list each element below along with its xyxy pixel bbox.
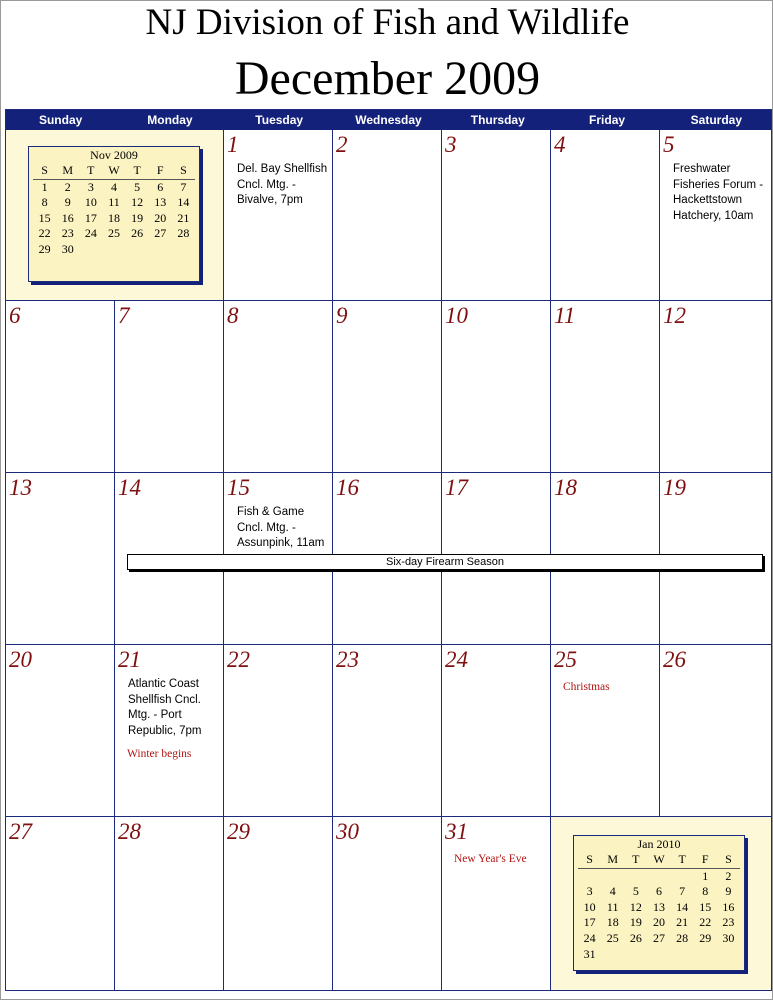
mini-calendar-day: 25 xyxy=(606,930,619,945)
range-event-bar[interactable]: Six-day Firearm Season xyxy=(127,554,763,570)
mini-calendar-day xyxy=(624,869,647,885)
day-cell[interactable] xyxy=(115,817,224,990)
day-cell[interactable] xyxy=(333,130,442,301)
day-number: 14 xyxy=(118,475,141,500)
mini-calendar-day xyxy=(671,869,694,885)
mini-calendar-day: 11 xyxy=(606,899,619,914)
mini-calendar-days xyxy=(578,869,740,963)
mini-calendar-day: 8 xyxy=(41,195,48,210)
calendar-grid xyxy=(5,109,772,991)
day-number: 5 xyxy=(663,132,675,157)
mini-calendar-day xyxy=(647,947,670,963)
weekday-wednesday: Wednesday xyxy=(355,113,422,127)
weekday-saturday: Saturday xyxy=(690,113,742,127)
mini-calendar-weekday: T xyxy=(133,163,141,177)
day-cell[interactable] xyxy=(442,130,551,301)
mini-calendar-weekday: S xyxy=(586,852,593,866)
mini-calendar-day: 4 xyxy=(110,179,117,194)
mini-calendar-weekday: S xyxy=(41,163,48,177)
mini-calendar-day: 30 xyxy=(61,241,74,256)
day-cell[interactable] xyxy=(442,817,551,990)
day-number: 6 xyxy=(9,303,21,328)
mini-calendar-day: 1 xyxy=(41,179,48,194)
day-number: 27 xyxy=(9,819,32,844)
day-cell[interactable] xyxy=(115,301,224,473)
mini-calendar-weekdays xyxy=(33,163,195,180)
mini-calendar-day: 26 xyxy=(131,226,144,241)
day-number: 25 xyxy=(554,647,577,672)
mini-calendar-day: 26 xyxy=(629,930,642,945)
mini-calendar-weekday: T xyxy=(632,852,640,866)
weekday-tuesday: Tuesday xyxy=(255,113,304,127)
mini-calendar-title: Jan 2010 xyxy=(637,837,681,851)
day-number: 24 xyxy=(445,647,468,672)
month-title: December 2009 xyxy=(234,52,541,105)
mini-calendar-day xyxy=(671,947,694,963)
mini-calendar-day xyxy=(601,869,624,885)
mini-calendar-day: 7 xyxy=(180,179,187,194)
calendar-event[interactable]: Del. Bay Shellfish Cncl. Mtg. - Bivalve, 7pm xyxy=(237,163,328,206)
mini-calendar-day: 31 xyxy=(583,946,596,961)
mini-calendar-day xyxy=(578,869,601,885)
mini-calendar-day: 17 xyxy=(84,210,97,225)
day-number: 29 xyxy=(227,819,250,844)
mini-calendar-day: 20 xyxy=(652,915,665,930)
organization-title: NJ Division of Fish and Wildlife xyxy=(145,2,630,43)
calendar-event[interactable]: Fish & Game Cncl. Mtg. - Assunpink, 11am xyxy=(237,506,325,549)
day-number: 23 xyxy=(336,647,359,672)
mini-calendar-day xyxy=(601,947,624,963)
mini-calendar-day: 22 xyxy=(38,226,51,241)
mini-calendar-next xyxy=(573,835,745,971)
day-number: 7 xyxy=(118,303,130,328)
day-number: 12 xyxy=(663,303,686,328)
day-cell[interactable] xyxy=(660,130,771,301)
day-cell[interactable] xyxy=(660,645,771,817)
mini-calendar-day: 19 xyxy=(131,210,144,225)
mini-calendar-prev xyxy=(28,146,200,282)
mini-calendar-day: 21 xyxy=(676,915,689,930)
mini-calendar-weekday: F xyxy=(701,852,709,866)
mini-calendar-day: 13 xyxy=(154,195,167,210)
mini-calendar-day: 25 xyxy=(107,226,120,241)
mini-calendar-day xyxy=(172,242,195,258)
day-cell[interactable] xyxy=(333,817,442,990)
day-number: 17 xyxy=(445,475,468,500)
mini-calendar-day: 7 xyxy=(679,884,686,899)
mini-calendar-day: 8 xyxy=(702,884,709,899)
mini-calendar-day: 10 xyxy=(84,195,97,210)
holiday-label: New Year's Eve xyxy=(454,853,527,865)
mini-calendar-weekday: M xyxy=(607,852,619,866)
day-number: 1 xyxy=(227,132,239,157)
mini-calendar-day: 27 xyxy=(652,930,665,945)
day-cell[interactable] xyxy=(6,473,115,645)
day-cell[interactable] xyxy=(224,301,333,473)
day-cell[interactable] xyxy=(6,301,115,473)
day-number: 15 xyxy=(227,475,250,500)
day-number: 2 xyxy=(336,132,348,157)
mini-calendar-day: 5 xyxy=(134,179,141,194)
mini-calendar-weekday: S xyxy=(725,852,732,866)
day-number: 8 xyxy=(227,303,239,328)
day-number: 26 xyxy=(663,647,686,672)
day-cell[interactable] xyxy=(224,645,333,817)
mini-calendar-day xyxy=(694,947,717,963)
mini-calendar-days xyxy=(33,180,195,258)
day-number: 19 xyxy=(663,475,686,500)
mini-calendar-day: 29 xyxy=(699,930,712,945)
day-cell[interactable] xyxy=(333,301,442,473)
mini-calendar-weekday: F xyxy=(156,163,164,177)
mini-calendar-day: 24 xyxy=(84,226,97,241)
calendar-event[interactable]: Atlantic Coast Shellfish Cncl. Mtg. - Port Republic, 7pm xyxy=(128,678,202,737)
mini-calendar-day xyxy=(149,242,172,258)
mini-calendar-weekdays xyxy=(578,852,740,869)
mini-calendar-weekday: T xyxy=(678,852,686,866)
mini-calendar-day: 15 xyxy=(38,210,51,225)
day-cell[interactable] xyxy=(115,645,224,817)
day-number: 30 xyxy=(336,819,359,844)
mini-calendar-day: 14 xyxy=(676,899,689,914)
mini-calendar-day: 3 xyxy=(87,179,94,194)
day-number: 22 xyxy=(227,647,250,672)
mini-calendar-day: 24 xyxy=(583,930,596,945)
mini-calendar-day: 2 xyxy=(64,179,71,194)
day-cell[interactable] xyxy=(442,645,551,817)
mini-calendar-day: 12 xyxy=(131,195,144,210)
weekday-friday: Friday xyxy=(589,113,626,127)
mini-calendar-weekday: S xyxy=(180,163,187,177)
mini-calendar-title: Nov 2009 xyxy=(90,148,138,162)
mini-calendar-day: 9 xyxy=(725,884,732,899)
mini-calendar-day: 23 xyxy=(722,915,735,930)
mini-calendar-day: 13 xyxy=(652,899,665,914)
mini-calendar-day xyxy=(624,947,647,963)
mini-calendar-day: 28 xyxy=(676,930,689,945)
day-cell[interactable] xyxy=(6,817,115,990)
mini-calendar-day: 3 xyxy=(586,884,593,899)
weekday-sunday: Sunday xyxy=(38,113,83,127)
mini-calendar-day xyxy=(647,869,670,885)
weekday-monday: Monday xyxy=(147,113,193,127)
holiday-label: Winter begins xyxy=(127,748,192,760)
day-number: 28 xyxy=(118,819,141,844)
mini-calendar-day: 2 xyxy=(725,868,732,883)
mini-calendar-day xyxy=(126,242,149,258)
mini-calendar-day: 5 xyxy=(632,884,639,899)
mini-calendar-day: 1 xyxy=(702,868,709,883)
weekday-thursday: Thursday xyxy=(470,113,525,127)
mini-calendar-weekday: M xyxy=(62,163,74,177)
day-number: 4 xyxy=(554,132,566,157)
mini-calendar-day: 29 xyxy=(38,241,51,256)
mini-calendar-day: 20 xyxy=(154,210,167,225)
mini-calendar-day: 18 xyxy=(606,915,619,930)
mini-calendar-day: 9 xyxy=(64,195,71,210)
mini-calendar-day: 17 xyxy=(583,915,596,930)
day-number: 9 xyxy=(336,303,348,328)
day-cell[interactable] xyxy=(224,817,333,990)
mini-calendar-day: 6 xyxy=(655,884,662,899)
day-cell[interactable] xyxy=(6,645,115,817)
day-number: 21 xyxy=(118,647,141,672)
mini-calendar-weekday: T xyxy=(87,163,95,177)
mini-calendar-day: 16 xyxy=(61,210,74,225)
day-cell[interactable] xyxy=(333,645,442,817)
day-number: 10 xyxy=(445,303,468,328)
mini-calendar-day: 28 xyxy=(177,226,190,241)
mini-calendar-day: 15 xyxy=(699,899,712,914)
mini-calendar-weekday: W xyxy=(653,852,665,866)
mini-calendar-day: 14 xyxy=(177,195,190,210)
day-number: 20 xyxy=(9,647,32,672)
mini-calendar-day: 23 xyxy=(61,226,74,241)
day-number: 18 xyxy=(554,475,577,500)
day-number: 16 xyxy=(336,475,359,500)
mini-calendar-day: 4 xyxy=(609,884,616,899)
mini-calendar-day: 21 xyxy=(177,210,190,225)
day-cell[interactable] xyxy=(551,645,660,817)
mini-calendar-day: 10 xyxy=(583,899,596,914)
mini-calendar-day: 12 xyxy=(629,899,642,914)
mini-calendar-day: 22 xyxy=(699,915,712,930)
day-cell[interactable] xyxy=(224,130,333,301)
mini-calendar-day: 11 xyxy=(108,195,120,210)
mini-calendar-day: 16 xyxy=(722,899,735,914)
weekday-header xyxy=(6,110,771,130)
day-number: 13 xyxy=(9,475,32,500)
day-cell[interactable] xyxy=(442,301,551,473)
mini-calendar-day: 18 xyxy=(107,210,120,225)
day-cell[interactable] xyxy=(551,301,660,473)
calendar-event[interactable]: Freshwater Fisheries Forum - Hackettstown Hatchery, 10am xyxy=(673,163,764,222)
mini-calendar-weekday: W xyxy=(108,163,120,177)
mini-calendar-day xyxy=(102,242,125,258)
day-number: 31 xyxy=(445,819,468,844)
holiday-label: Christmas xyxy=(563,681,610,693)
mini-calendar-day: 19 xyxy=(629,915,642,930)
day-cell[interactable] xyxy=(551,130,660,301)
mini-calendar-day: 30 xyxy=(722,930,735,945)
day-number: 11 xyxy=(554,303,576,328)
mini-calendar-day xyxy=(79,242,102,258)
day-cell[interactable] xyxy=(660,301,771,473)
day-number: 3 xyxy=(445,132,457,157)
mini-calendar-day xyxy=(717,947,740,963)
mini-calendar-day: 27 xyxy=(154,226,167,241)
mini-calendar-day: 6 xyxy=(157,179,164,194)
